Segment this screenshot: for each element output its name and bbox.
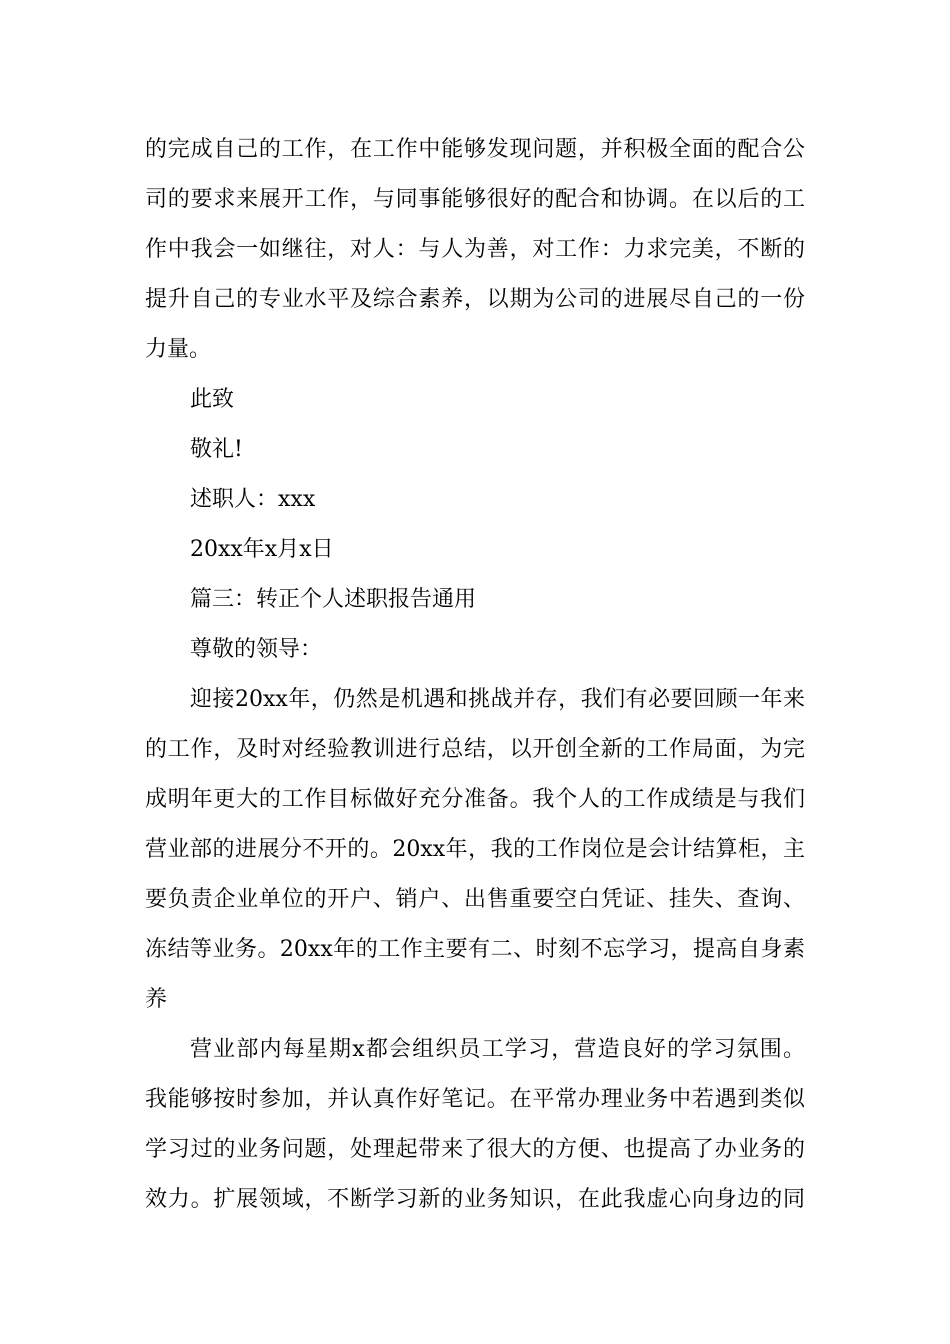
closing-phrase: 此致 [190,387,235,412]
body-text-line: 成明年更大的工作目标做好充分准备。我个人的工作成绩是与我们 [145,787,805,812]
salutation-closing: 敬礼! [190,437,243,462]
body-text-line: 我能够按时参加，并认真作好笔记。在平常办理业务中若遇到类似 [145,1087,805,1112]
body-text-line: 力量。 [145,337,212,362]
body-text-line: 冻结等业务。20xx年的工作主要有二、时刻不忘学习，提高自身素 [145,937,805,962]
body-text-line: 提升自己的专业水平及综合素养，以期为公司的进展尽自己的一份 [145,287,805,312]
body-text-line: 迎接20xx年，仍然是机遇和挑战并存，我们有必要回顾一年来 [190,687,805,712]
body-text-line: 养 [145,987,168,1012]
body-text-line: 的完成自己的工作，在工作中能够发现问题，并积极全面的配合公 [145,137,805,162]
section-heading: 篇三：转正个人述职报告通用 [190,587,477,612]
body-text-line: 要负责企业单位的开户、销户、出售重要空白凭证、挂失、查询、 [145,887,805,912]
report-date: 20xx年x月x日 [190,537,334,562]
body-text-line: 营业部内每星期x都会组织员工学习，营造良好的学习氛围。 [190,1037,805,1062]
greeting: 尊敬的领导： [190,637,323,662]
body-text-line: 作中我会一如继往，对人：与人为善，对工作：力求完美，不断的 [145,237,805,262]
body-text-line: 的工作，及时对经验教训进行总结，以开创全新的工作局面，为完 [145,737,805,762]
body-text-line: 效力。扩展领域，不断学习新的业务知识，在此我虚心向身边的同 [145,1187,805,1212]
body-text-line: 司的要求来展开工作，与同事能够很好的配合和协调。在以后的工 [145,187,805,212]
body-text-line: 营业部的进展分不开的。20xx年，我的工作岗位是会计结算柜，主 [145,837,805,862]
body-text-line: 学习过的业务问题，处理起带来了很大的方便、也提高了办业务的 [145,1137,805,1162]
reporter-signature: 述职人：xxx [190,487,316,512]
